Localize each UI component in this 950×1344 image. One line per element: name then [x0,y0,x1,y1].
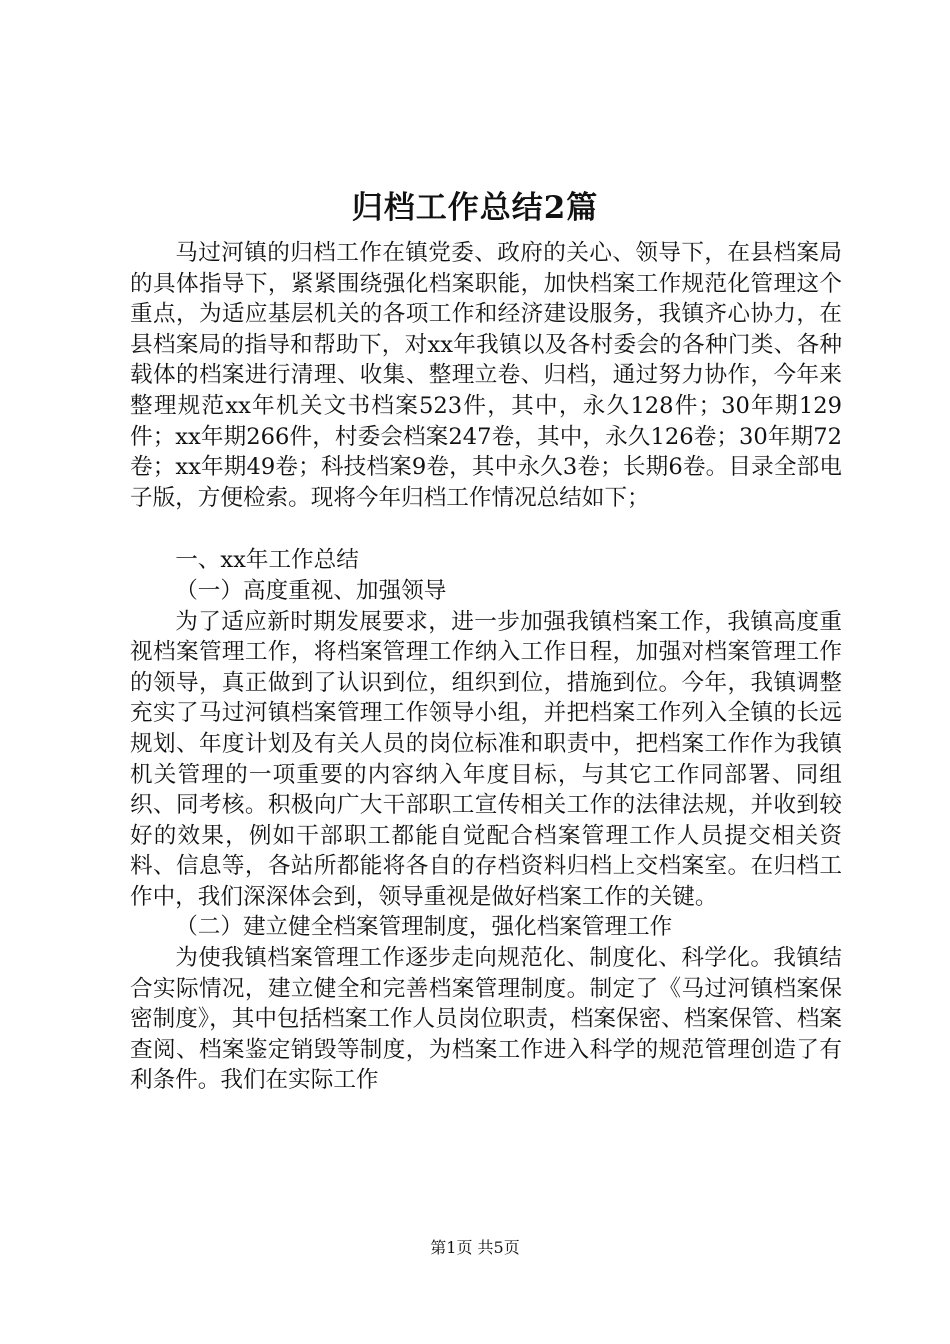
section-heading-1: 一、xx年工作总结 [175,547,359,574]
document-body [130,238,842,1096]
subsection-paragraph-1: 为了适应新时期发展要求，进一步加强我镇档案工作，我镇高度重视档案管理工作，将档案管理工作纳入工作日程，加强对档案管理工作的领导，真正做到了认识到位，组织到位，措施到位。今年，我镇调整充实了马过河镇档案管理工作领导小组，并把档案工作列入全镇的长远规划、年度计划及有关人员的岗位标准和职责中，把档案工作作为我镇机关管理的一项重要的内容纳入年度目标，与其它工作同部署、同组织、同考核。积极向广大干部职工宣传相关工作的法律法规，并收到较好的效果，例如干部职工都能自觉配合档案管理工作人员提交相关资料、信息等，各站所都能将各自的存档资料归档上交档案室。在归档工作中，我们深深体会到，领导重视是做好档案工作的关键。 [130,608,842,910]
subsection-heading-2: （二）建立健全档案管理制度，强化档案管理工作 [175,914,673,941]
subsection-heading-1: （一）高度重视、加强领导 [175,577,447,604]
paragraph-spacer [130,513,842,545]
intro-paragraph: 马过河镇的归档工作在镇党委、政府的关心、领导下，在县档案局的具体指导下，紧紧围绕强化档案职能，加快档案工作规范化管理这个重点，为适应基层机关的各项工作和经济建设服务，我镇齐心协力，在县档案局的指导和帮助下，对xx年我镇以及各村委会的各种门类、各种载体的档案进行清理、收集、整理立卷、归档，通过努力协作，今年来整理规范xx年机关文书档案523件，其中，永久128件；30年期129件；xx年期266件，村委会档案247卷，其中，永久126卷；30年期72卷；xx年期49卷；科技档案9卷，其中永久3卷；长期6卷。目录全部电子版，方便检索。现将今年归档工作情况总结如下； [130,240,842,511]
subsection-paragraph-2: 为使我镇档案管理工作逐步走向规范化、制度化、科学化。我镇结合实际情况，建立健全和完善档案管理制度。制定了《马过河镇档案保密制度》，其中包括档案工作人员岗位职责，档案保密、档案保管、档案查阅、档案鉴定销毁等制度，为档案工作进入科学的规范管理创造了有利条件。我们在实际工作 [130,945,842,1094]
page-number-footer: 第1页 共5页 [430,1238,520,1257]
page-title: 归档工作总结2篇 [351,190,599,226]
